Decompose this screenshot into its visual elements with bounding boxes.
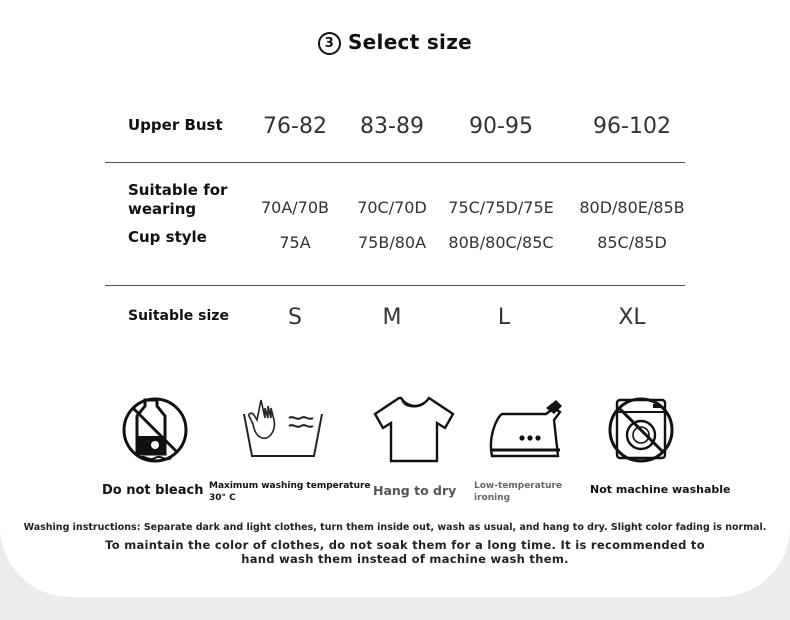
divider [105,162,685,163]
hand-wash-icon [239,392,329,468]
no-bleach-icon [111,392,201,468]
cup-style-value: 80B/80C/85C [448,233,554,252]
upper-bust-label: Upper Bust [128,116,223,134]
cup-style-value: 75B/80A [357,233,427,252]
max-temp-value: 30° C [209,493,236,503]
iron-low-icon [484,392,574,468]
size-value: S [288,305,302,330]
size-value: XL [618,305,646,330]
cup-style-value: 85C/85D [597,233,667,252]
cup-style-label: Cup style [128,228,207,246]
suitable-size-label: Suitable size [128,308,229,324]
upper-bust-value: 90-95 [469,114,533,139]
step-number: 3 [318,32,341,55]
max-temp-label: Maximum washing temperature [209,481,371,491]
wearing-value: 70A/70B [260,198,330,217]
color-care-note: To maintain the color of clothes, do not soak them for a long time. It is recommended to hand wash them instead of machine wash them. [105,538,705,566]
do-not-bleach-label: Do not bleach [102,483,204,498]
page-title [0,30,790,55]
size-value: L [497,305,511,330]
divider [105,285,685,286]
wearing-value: 80D/80E/85B [579,198,685,217]
upper-bust-value: 96-102 [593,114,671,139]
washing-instructions: Washing instructions: Separate dark and light clothes, turn them inside out, wash as usual, and hang to dry. Slight color fading is normal. [23,522,767,533]
title-text: Select size [347,30,473,54]
wearing-value: 75C/75D/75E [448,198,554,217]
suitable-for-wearing-label: Suitable for wearing [128,181,228,218]
hang-to-dry-label: Hang to dry [373,483,457,498]
wearing-value: 70C/70D [357,198,427,217]
no-machine-wash-icon [597,392,687,468]
cup-style-value: 75A [279,233,311,252]
low-temp-ironing-label: Low-temperature ironing [474,481,563,503]
upper-bust-value: 83-89 [360,114,424,139]
hang-dry-icon [369,392,459,468]
not-machine-washable-label: Not machine washable [590,483,731,496]
upper-bust-value: 76-82 [263,114,327,139]
size-value: M [382,305,402,330]
